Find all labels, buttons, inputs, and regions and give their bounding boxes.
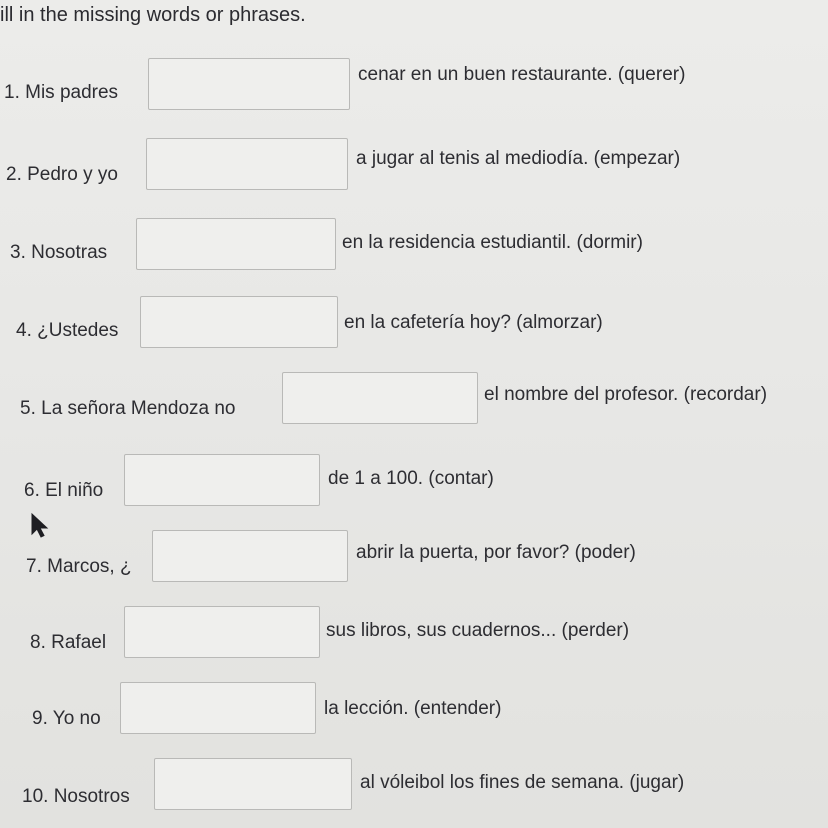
question-2-suffix: a jugar al tenis al mediodía. (empezar) — [356, 148, 681, 169]
question-4-suffix: en la cafetería hoy? (almorzar) — [344, 312, 603, 333]
question-10 — [0, 758, 828, 818]
question-6 — [0, 454, 828, 514]
question-4 — [0, 296, 828, 356]
question-3-prefix: 3. Nosotras — [10, 242, 108, 263]
instructions-text: ill in the missing words or phrases. — [0, 4, 306, 26]
question-9-prefix: 9. Yo no — [32, 708, 101, 729]
question-7-prefix: 7. Marcos, ¿ — [26, 556, 132, 577]
question-5-prefix: 5. La señora Mendoza no — [20, 398, 236, 419]
question-3-answer-input[interactable] — [136, 218, 336, 270]
question-10-answer-input[interactable] — [154, 758, 352, 810]
question-1-suffix: cenar en un buen restaurante. (querer) — [358, 64, 686, 85]
question-1-answer-input[interactable] — [148, 58, 350, 110]
mouse-pointer-icon — [30, 512, 52, 538]
question-10-suffix: al vóleibol los fines de semana. (jugar) — [360, 772, 685, 793]
question-4-prefix: 4. ¿Ustedes — [16, 320, 119, 341]
question-9-suffix: la lección. (entender) — [324, 698, 502, 719]
question-9 — [0, 682, 828, 742]
question-8 — [0, 606, 828, 666]
question-3-suffix: en la residencia estudiantil. (dormir) — [342, 232, 643, 253]
question-1-prefix: 1. Mis padres — [4, 82, 119, 103]
question-9-answer-input[interactable] — [120, 682, 316, 734]
question-4-answer-input[interactable] — [140, 296, 338, 348]
question-7 — [0, 530, 828, 590]
question-2 — [0, 138, 828, 198]
question-5-answer-input[interactable] — [282, 372, 478, 424]
question-8-prefix: 8. Rafael — [30, 632, 107, 653]
question-8-suffix: sus libros, sus cuadernos... (perder) — [326, 620, 630, 641]
question-2-answer-input[interactable] — [146, 138, 348, 190]
question-8-answer-input[interactable] — [124, 606, 320, 658]
question-7-suffix: abrir la puerta, por favor? (poder) — [356, 542, 636, 563]
question-5-suffix: el nombre del profesor. (recordar) — [484, 384, 768, 405]
question-1 — [0, 58, 828, 118]
question-6-prefix: 6. El niño — [24, 480, 104, 501]
question-5 — [0, 372, 828, 432]
question-10-prefix: 10. Nosotros — [22, 786, 130, 807]
question-6-answer-input[interactable] — [124, 454, 320, 506]
question-3 — [0, 218, 828, 278]
question-6-suffix: de 1 a 100. (contar) — [328, 468, 494, 489]
question-7-answer-input[interactable] — [152, 530, 348, 582]
question-2-prefix: 2. Pedro y yo — [6, 164, 118, 185]
